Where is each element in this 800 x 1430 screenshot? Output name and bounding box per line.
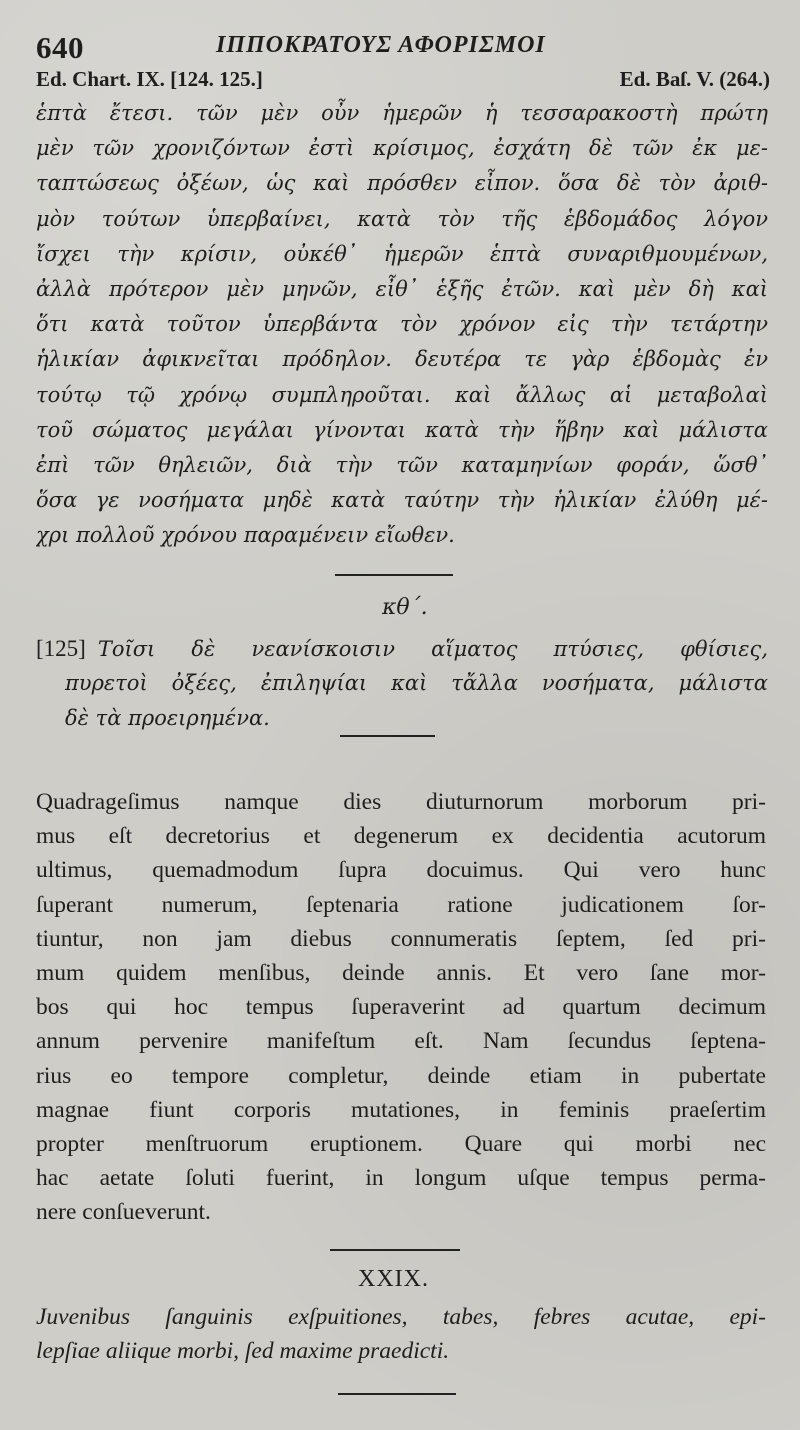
greek-commentary-line: μὸν τούτων ὑπερβαίνει, κατὰ τὸν τῆς ἑβδομάδος λόγον — [36, 206, 768, 231]
latin-commentary-line: magnae fiunt corporis mutationes, in feminis praeſertim — [36, 1096, 766, 1123]
section-divider-rule — [338, 1393, 456, 1395]
latin-commentary-line: mus eſt decretorius et degenerum ex decidentia acutorum — [36, 823, 766, 850]
latin-commentary-line: nere conſueverunt. — [36, 1199, 211, 1226]
edition-chartier-reference: Ed. Chart. IX. [124. 125.] — [36, 67, 263, 91]
aphorism-number-greek: κθ΄. — [382, 595, 428, 620]
aphorism-greek-text: Τοῖσι δὲ νεανίσκοισιν αἵματος πτύσιες, φθίσιες, — [97, 637, 768, 661]
running-title: ΙΠΠΟΚΡΑΤΟΥΣ ΑΦΟΡΙΣΜΟΙ — [216, 32, 546, 58]
edition-basel-reference: Ed. Baſ. V. (264.) — [619, 67, 770, 91]
greek-commentary-line: τούτῳ τῷ χρόνῳ συμπληροῦται. καὶ ἄλλως αἱ μεταβολαὶ — [36, 382, 768, 407]
aphorism-greek-line: δὲ τὰ προειρημένα. — [65, 706, 270, 730]
greek-commentary — [36, 96, 768, 553]
section-divider-rule — [335, 574, 453, 576]
latin-commentary-line: rius eo tempore completur, deinde etiam in pubertate — [36, 1062, 766, 1089]
aphorism-greek-line — [36, 631, 768, 666]
latin-commentary-line: ultimus, quemadmodum ſupra docuimus. Qui vero hunc — [36, 857, 766, 884]
latin-commentary-line: ſuperant numerum, ſeptenaria ratione judicationem ſor- — [36, 891, 766, 918]
greek-commentary-line: ἀλλὰ πρότερον μὲν μηνῶν, εἶθ᾽ ἑξῆς ἐτῶν. καὶ μὲν δὴ καὶ — [36, 276, 768, 301]
section-divider-rule — [340, 735, 435, 737]
aphorism-number-latin: XXIX. — [358, 1266, 429, 1292]
aphorism-greek — [36, 631, 768, 736]
greek-commentary-line: μὲν τῶν χρονιζόντων ἐστὶ κρίσιμος, ἐσχάτη δὲ τῶν ἐκ με- — [36, 136, 768, 161]
latin-commentary-line: mum quidem menſibus, deinde annis. Et vero ſane mor- — [36, 959, 766, 986]
latin-commentary-line: annum pervenire manifeſtum eſt. Nam ſecundus ſeptena- — [36, 1028, 766, 1055]
aphorism-latin — [36, 1300, 766, 1368]
section-divider-rule — [330, 1249, 460, 1251]
greek-commentary-line: ἡλικίαν ἀφικνεῖται πρόδηλον. δευτέρα τε γὰρ ἑβδομὰς ἐν — [36, 347, 768, 372]
latin-commentary-line: propter menſtruorum eruptionem. Quare qui morbi nec — [36, 1130, 766, 1157]
greek-commentary-line: ταπτώσεως ὀξέων, ὡς καὶ πρόσθεν εἶπον. ὅσα δὲ τὸν ἀριθ- — [36, 171, 768, 196]
latin-commentary-line: tiuntur, non jam diebus connumeratis ſeptem, ſed pri- — [36, 925, 766, 952]
greek-commentary-line: ὅτι κατὰ τοῦτον ὑπερβάντα τὸν χρόνον εἰς τὴν τετάρτην — [36, 312, 768, 337]
latin-commentary-line: bos qui hoc tempus ſuperaverint ad quartum decimum — [36, 994, 766, 1021]
page-marker: [125] — [36, 636, 86, 661]
aphorism-latin-line: lepſiae aliique morbi, ſed maxime praedicti. — [36, 1338, 450, 1364]
latin-commentary-line: hac aetate ſoluti fuerint, in longum uſque tempus perma- — [36, 1165, 766, 1192]
latin-commentary — [36, 785, 766, 1229]
running-head — [36, 30, 768, 64]
greek-commentary-line: τοῦ σώματος μεγάλαι γίνονται κατὰ τὴν ἥβην καὶ μάλιστα — [36, 417, 768, 442]
aphorism-latin-line: Juvenibus ſanguinis exſpuitiones, tabes, febres acutae, epi- — [36, 1304, 766, 1330]
greek-commentary-line: ἑπτὰ ἔτεσι. τῶν μὲν οὖν ἡμερῶν ἡ τεσσαρακοστὴ πρώτη — [36, 101, 768, 125]
latin-commentary-line: Quadrageſimus namque dies diuturnorum morborum pri- — [36, 789, 766, 815]
greek-commentary-line: ὅσα γε νοσήματα μηδὲ κατὰ ταύτην τὴν ἡλικίαν ἐλύθη μέ- — [36, 488, 768, 513]
aphorism-greek-line: πυρετοὶ ὀξέες, ἐπιληψίαι καὶ τἄλλα νοσήματα, μάλιστα — [65, 671, 768, 695]
greek-commentary-line: χρι πολλοῦ χρόνου παραμένειν εἴωθεν. — [36, 523, 455, 548]
greek-commentary-line: ἐπὶ τῶν θηλειῶν, διὰ τὴν τῶν καταμηνίων φοράν, ὥσθ᾽ — [36, 452, 768, 477]
greek-commentary-line: ἴσχει τὴν κρίσιν, οὐκέθ᾽ ἡμερῶν ἑπτὰ συναριθμουμένων, — [36, 241, 768, 266]
edition-reference-line — [36, 67, 770, 95]
page-number: 640 — [36, 30, 84, 65]
